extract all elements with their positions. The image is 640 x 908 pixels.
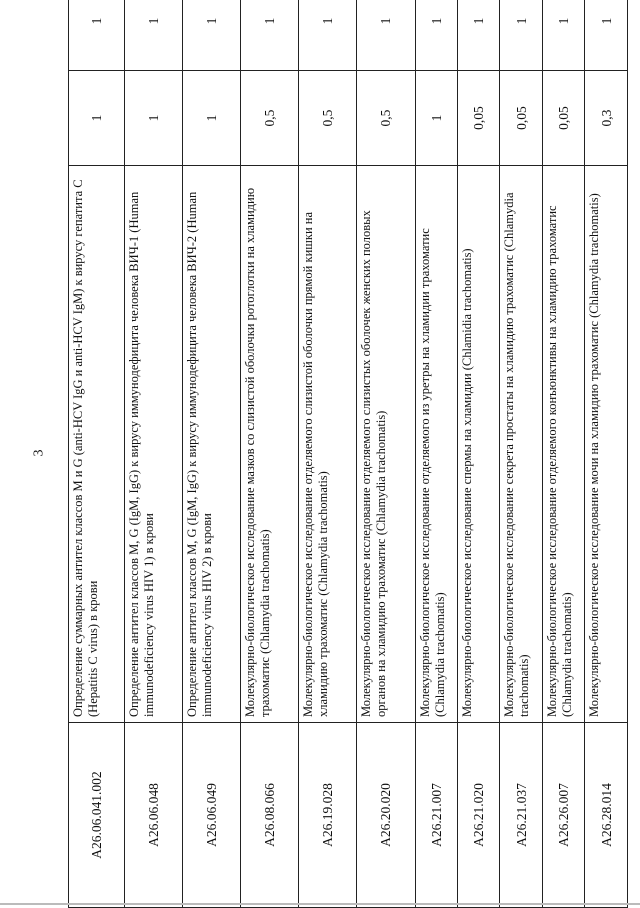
row-description: Молекулярно-биологическое исследование спермы на хламидии (Chlamidia trachomatis) — [457, 166, 499, 723]
row-value-2: 1 — [585, 0, 628, 71]
table-row — [69, 0, 125, 908]
row-value-1: 0,05 — [500, 71, 542, 166]
row-value-2: 1 — [542, 0, 584, 71]
services-table-wrapper — [68, 16, 628, 908]
row-description: Определение антител классов M, G (IgM, IgG) к вирусу иммунодефицита человека ВИЧ-1 (Human immunodeficiency virus HIV 1) в крови — [124, 166, 182, 723]
row-code: A26.06.048 — [124, 723, 182, 908]
row-code: A26.21.020 — [457, 723, 499, 908]
row-description: Определение антител классов M, G (IgM, IgG) к вирусу иммунодефицита человека ВИЧ-2 (Human immunodeficiency virus HIV 2) в крови — [183, 166, 241, 723]
row-value-1: 0,05 — [542, 71, 584, 166]
row-description: Молекулярно-биологическое исследование мазков со слизистой оболочки ротоглотки на хламидию трахоматис (Chlamydia trachomatis) — [241, 166, 299, 723]
row-description: Определение суммарных антител классов M и G (anti-HCV IgG и anti-HCV IgM) к вирусу гепатита C (Hepatitis C virus) в крови — [69, 166, 125, 723]
table-row — [415, 0, 457, 908]
table-row — [183, 0, 241, 908]
row-value-2: 1 — [457, 0, 499, 71]
row-value-2: 1 — [357, 0, 415, 71]
row-value-2: 1 — [183, 0, 241, 71]
table-row — [457, 0, 499, 908]
row-value-2: 1 — [241, 0, 299, 71]
row-value-1: 1 — [183, 71, 241, 166]
row-value-1: 0,5 — [357, 71, 415, 166]
row-code: A26.21.037 — [500, 723, 542, 908]
row-code: A26.19.028 — [299, 723, 357, 908]
row-value-1: 1 — [415, 71, 457, 166]
row-value-2: 1 — [124, 0, 182, 71]
table-row — [241, 0, 299, 908]
row-description: Молекулярно-биологическое исследование мочи на хламидию трахоматис (Chlamydia trachomatis) — [585, 166, 628, 723]
row-value-1: 0,05 — [457, 71, 499, 166]
row-code: A26.08.066 — [241, 723, 299, 908]
row-code: A26.20.020 — [357, 723, 415, 908]
table-row — [500, 0, 542, 908]
services-table-body — [69, 0, 628, 908]
row-value-2: 1 — [69, 0, 125, 71]
row-description: Молекулярно-биологическое исследование отделяемого из уретры на хламидии трахоматис (Chlamydia trachomatis) — [415, 166, 457, 723]
row-code: A26.06.049 — [183, 723, 241, 908]
row-value-1: 0,5 — [299, 71, 357, 166]
row-description: Молекулярно-биологическое исследование отделяемого конъюнктивы на хламидию трахоматис (Chlamydia trachomatis) — [542, 166, 584, 723]
row-description: Молекулярно-биологическое исследование секрета простаты на хламидию трахоматис (Chlamydia trachomatis) — [500, 166, 542, 723]
services-table — [68, 0, 628, 908]
row-code: A26.06.041.002 — [69, 723, 125, 908]
row-value-2: 1 — [299, 0, 357, 71]
row-code: A26.28.014 — [585, 723, 628, 908]
table-row — [357, 0, 415, 908]
row-code: A26.26.007 — [542, 723, 584, 908]
table-row — [124, 0, 182, 908]
row-description: Молекулярно-биологическое исследование отделяемого слизистой оболочки прямой кишки на хламидию трахоматис (Chlamydia trachomatis) — [299, 166, 357, 723]
table-row — [299, 0, 357, 908]
table-row — [585, 0, 628, 908]
row-code: A26.21.007 — [415, 723, 457, 908]
row-value-1: 1 — [124, 71, 182, 166]
table-row — [542, 0, 584, 908]
row-value-1: 1 — [69, 71, 125, 166]
row-value-2: 1 — [500, 0, 542, 71]
row-value-2: 1 — [415, 0, 457, 71]
page-number: 3 — [31, 449, 47, 457]
row-value-1: 0,5 — [241, 71, 299, 166]
row-value-1: 0,3 — [585, 71, 628, 166]
row-description: Молекулярно-биологическое исследование отделяемого слизистых оболочек женских половых органов на хламидию трахоматис (Chlamydia trachomatis) — [357, 166, 415, 723]
